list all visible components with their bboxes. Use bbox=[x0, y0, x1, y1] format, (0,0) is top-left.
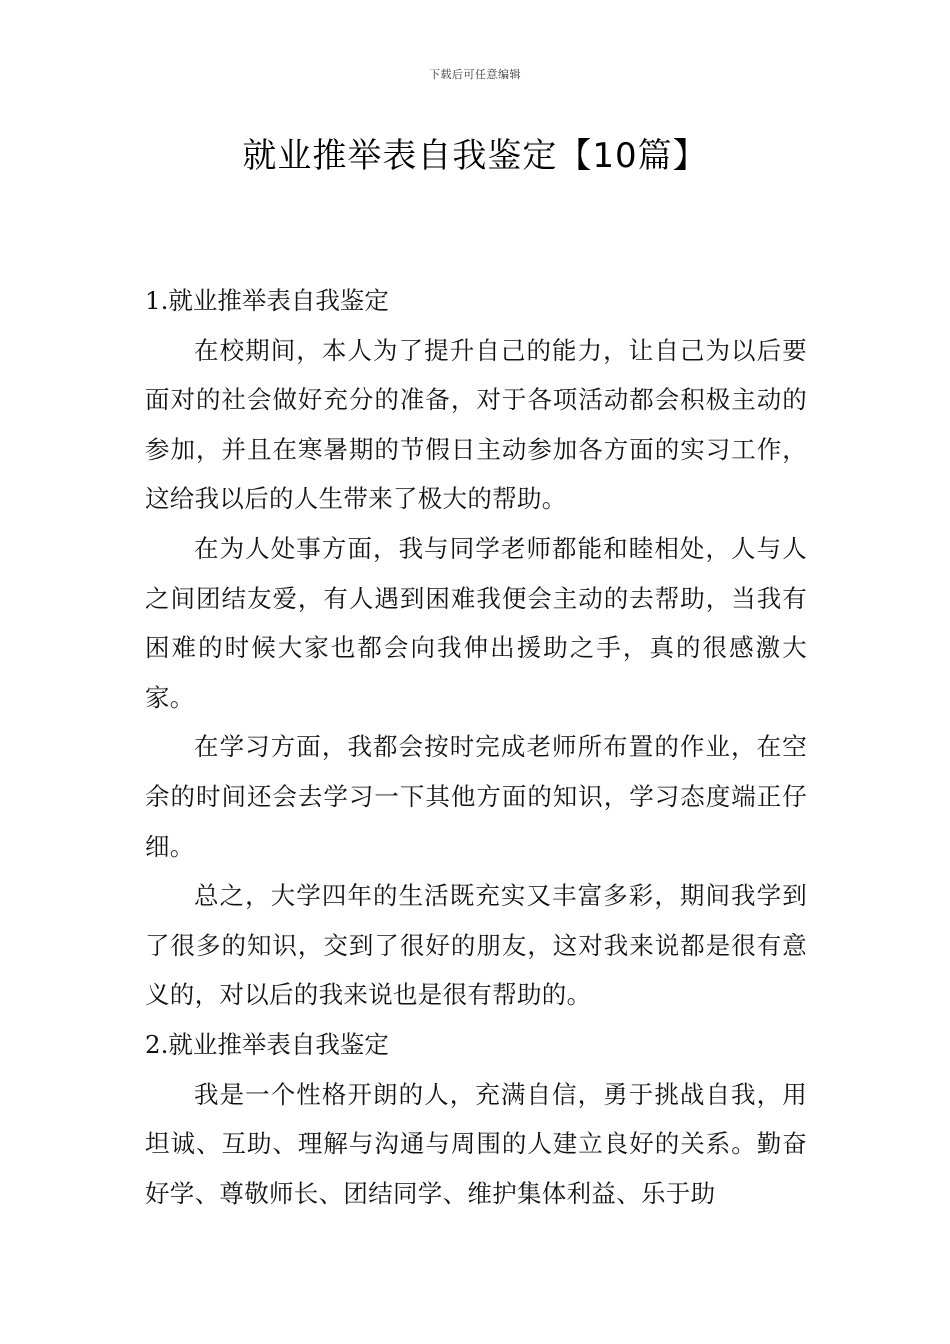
document-title: 就业推举表自我鉴定【10篇】 bbox=[242, 136, 708, 176]
header-note: 下载后可任意编辑 bbox=[429, 68, 521, 81]
section-heading: 1.就业推举表自我鉴定 bbox=[145, 286, 389, 315]
paragraph: 在为人处事方面，我与同学老师都能和睦相处，人与人之间团结友爱，有人遇到困难我便会主动的去帮助，当我有困难的时候大家也都会向我伸出援助之手，真的很感激大家。 bbox=[145, 533, 807, 712]
paragraph: 在学习方面，我都会按时完成老师所布置的作业，在空余的时间还会去学习一下其他方面的知识，学习态度端正仔细。 bbox=[145, 732, 807, 861]
document-body bbox=[145, 276, 807, 1218]
section-1 bbox=[145, 276, 807, 1020]
section-2 bbox=[145, 1020, 807, 1218]
paragraph: 在校期间，本人为了提升自己的能力，让自己为以后要面对的社会做好充分的准备，对于各项活动都会积极主动的参加，并且在寒暑期的节假日主动参加各方面的实习工作，这给我以后的人生带来了极大的帮助。 bbox=[145, 335, 807, 514]
paragraph: 总之，大学四年的生活既充实又丰富多彩，期间我学到了很多的知识，交到了很好的朋友，这对我来说都是很有意义的，对以后的我来说也是很有帮助的。 bbox=[145, 881, 807, 1010]
section-heading: 2.就业推举表自我鉴定 bbox=[145, 1029, 389, 1059]
paragraph: 我是一个性格开朗的人，充满自信，勇于挑战自我，用坦诚、互助、理解与沟通与周围的人建立良好的关系。勤奋好学、尊敬师长、团结同学、维护集体利益、乐于助 bbox=[145, 1079, 807, 1208]
